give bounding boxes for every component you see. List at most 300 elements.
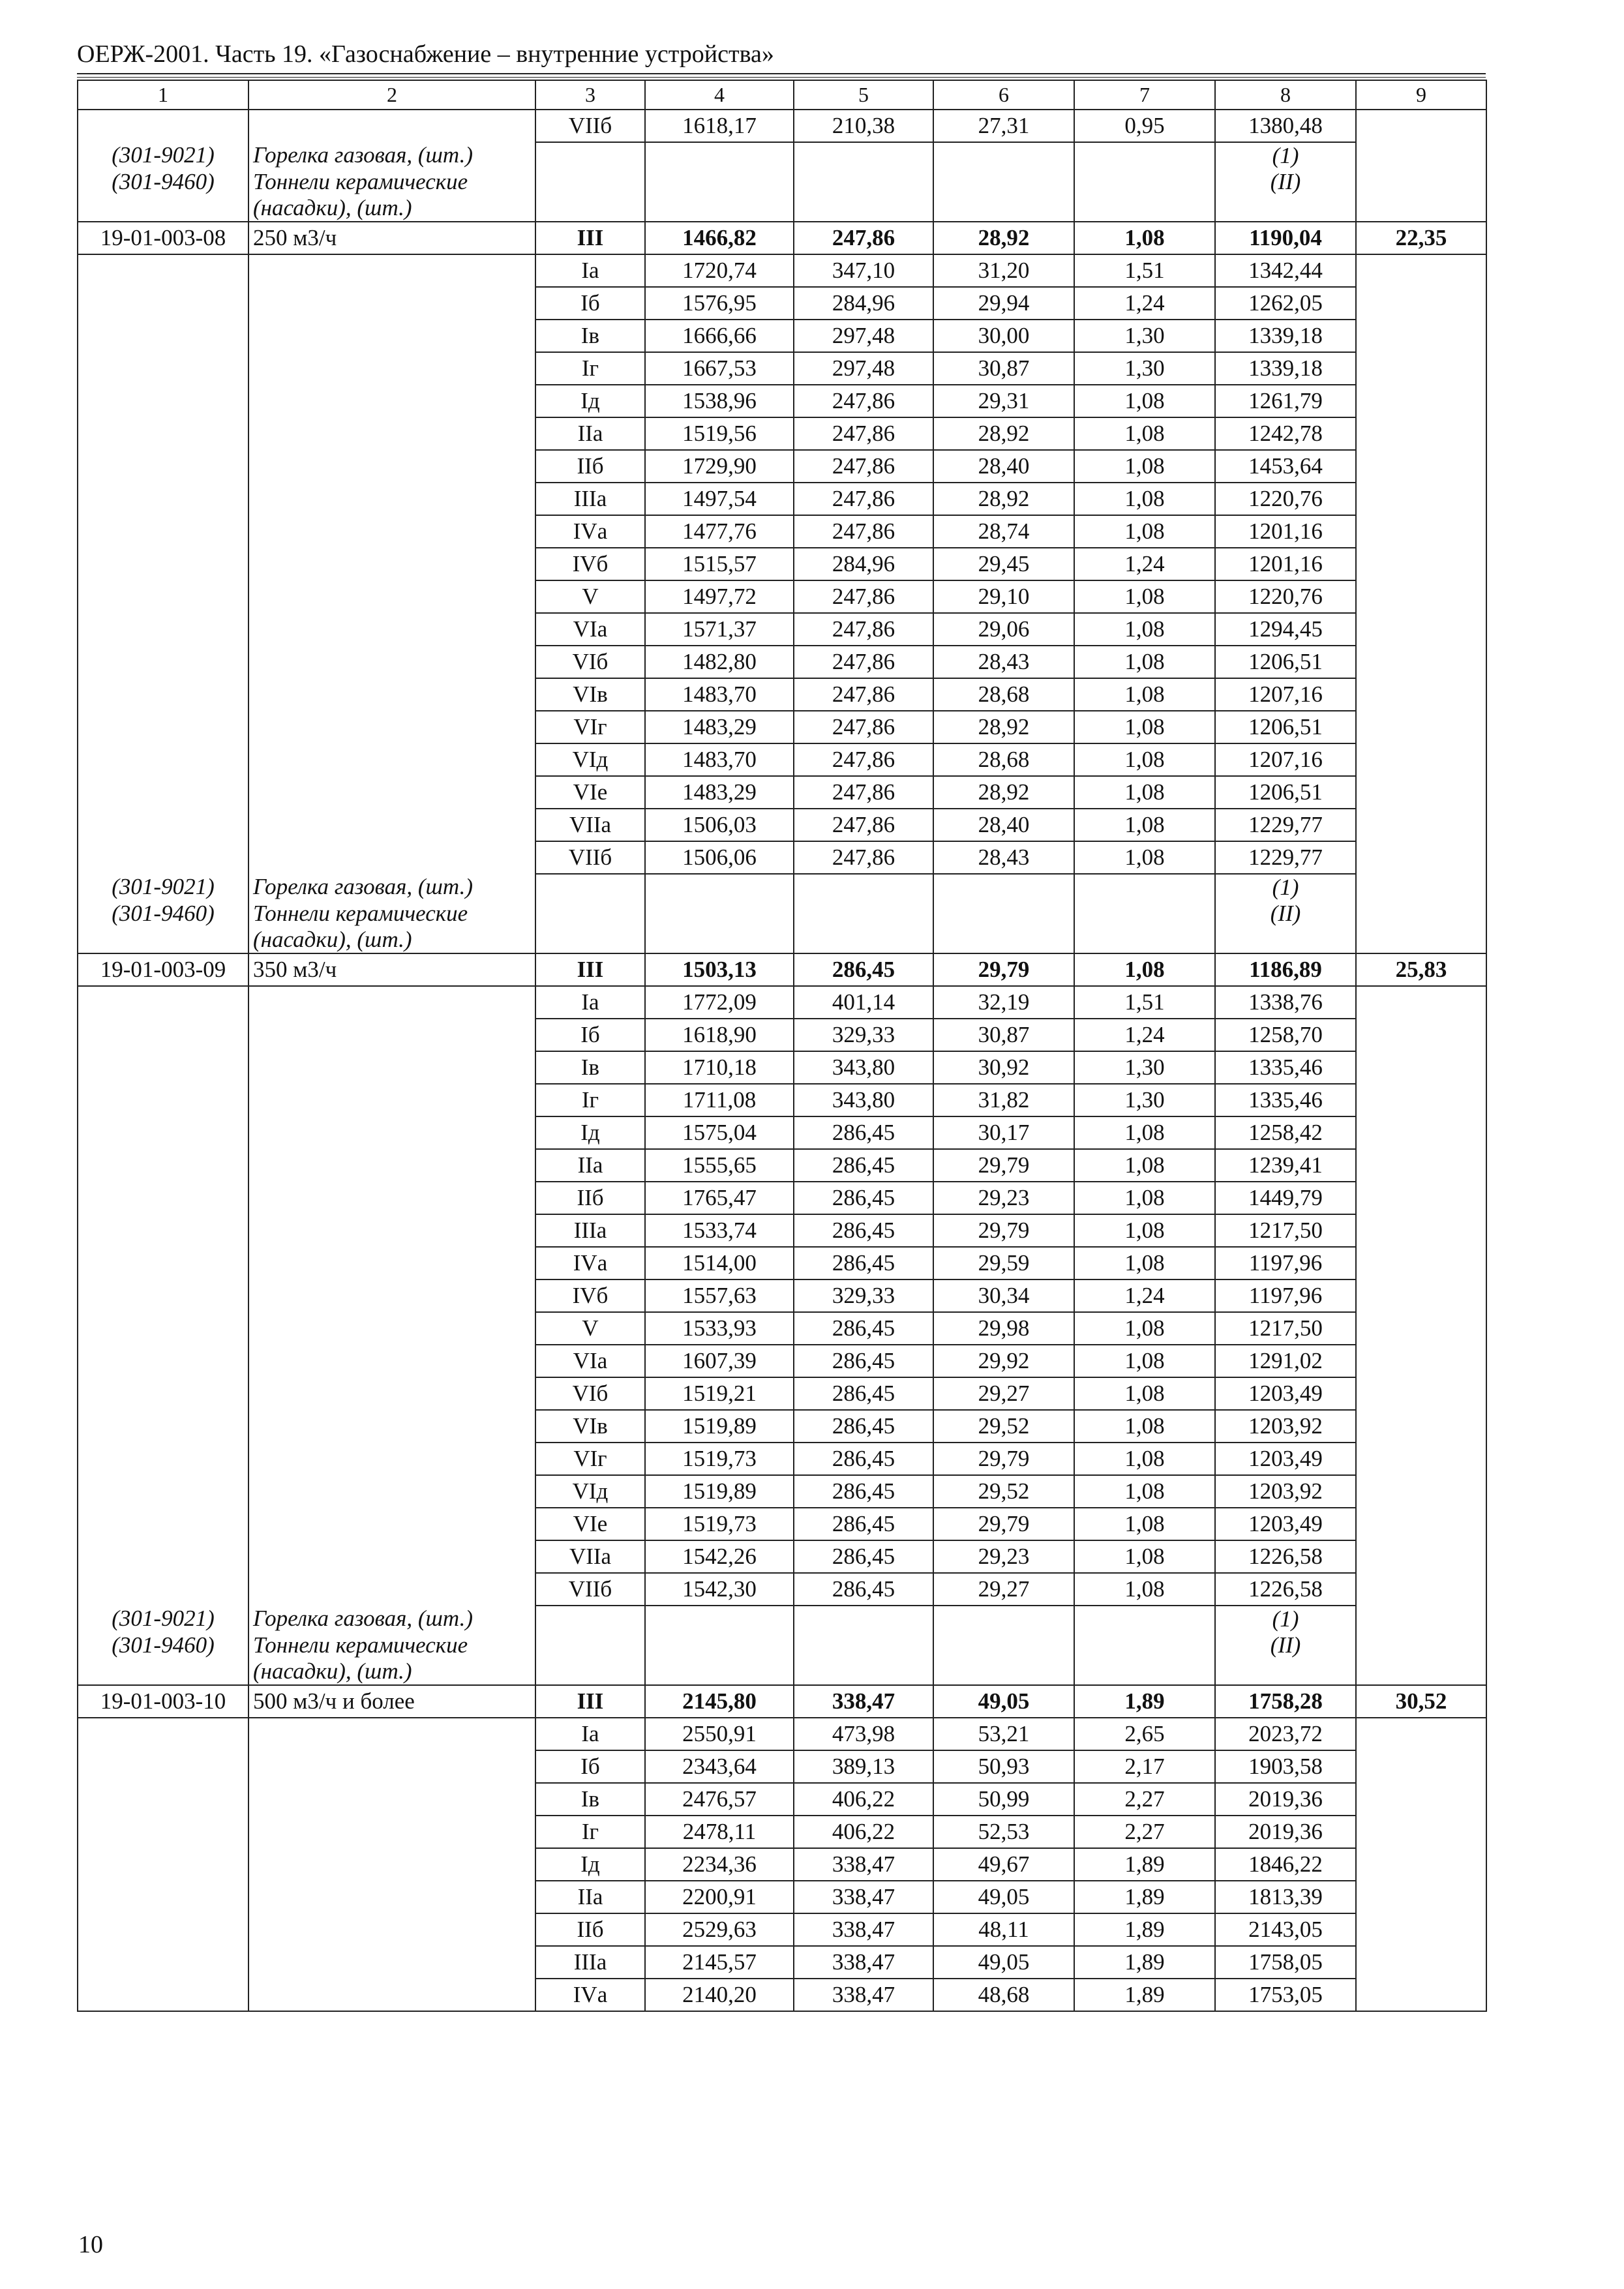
empty-cell (248, 548, 535, 580)
cell: 29,27 (933, 1377, 1074, 1410)
table-row (78, 1718, 1486, 1750)
empty-cell (248, 1051, 535, 1084)
cell: IIа (535, 1149, 645, 1182)
cell: 329,33 (794, 1019, 933, 1051)
table-row (78, 743, 1486, 776)
empty-cell (78, 1279, 248, 1312)
cell: 247,86 (794, 809, 933, 841)
cell: IVа (535, 515, 645, 548)
cell: 406,22 (794, 1816, 933, 1848)
empty-cell (1356, 1149, 1486, 1182)
cell: VIIа (535, 809, 645, 841)
resource-code: (301-9021) (78, 874, 248, 901)
empty-cell (248, 1573, 535, 1606)
empty-cell (248, 1750, 535, 1783)
empty-cell (78, 1979, 248, 2011)
cell: 297,48 (794, 320, 933, 352)
empty-cell (78, 1019, 248, 1051)
cell: VIг (535, 1443, 645, 1475)
empty-cell (1074, 169, 1215, 222)
cell: 1576,95 (645, 287, 794, 320)
resource-name-line: Горелка газовая, (шт.) (253, 1606, 474, 1631)
cell: 286,45 (794, 1475, 933, 1508)
cell: Iг (535, 1816, 645, 1848)
table-row (78, 287, 1486, 320)
cell: 247,86 (794, 450, 933, 483)
cell: 1,89 (1074, 1881, 1215, 1913)
table-row (78, 1247, 1486, 1279)
cell: 28,68 (933, 743, 1074, 776)
cell: 1335,46 (1215, 1084, 1356, 1116)
cell: 1519,56 (645, 417, 794, 450)
cell: VIв (535, 1410, 645, 1443)
resource-quantity: (1) (1215, 874, 1356, 901)
cell: 1335,46 (1215, 1051, 1356, 1084)
empty-cell (1356, 1750, 1486, 1783)
cell: 49,05 (933, 1946, 1074, 1979)
empty-cell (248, 1718, 535, 1750)
cell: IIб (535, 1913, 645, 1946)
empty-cell (78, 678, 248, 711)
empty-cell (78, 1084, 248, 1116)
table-row (78, 1816, 1486, 1848)
cell: 2,27 (1074, 1783, 1215, 1816)
cell: 286,45 (794, 1573, 933, 1606)
cell: 286,45 (794, 1540, 933, 1573)
resource-code: (301-9021) (78, 1606, 248, 1632)
empty-cell (78, 1443, 248, 1475)
cell: 1338,76 (1215, 986, 1356, 1019)
resource-quantity: (1) (1215, 1606, 1356, 1632)
table-row (78, 1312, 1486, 1345)
table-row (78, 1475, 1486, 1508)
cell: 29,59 (933, 1247, 1074, 1279)
empty-cell (248, 450, 535, 483)
cell: 1,08 (1074, 1377, 1215, 1410)
cell: 31,82 (933, 1084, 1074, 1116)
resource-row (78, 901, 1486, 953)
table-row (78, 1345, 1486, 1377)
empty-cell (1074, 901, 1215, 953)
empty-cell (1356, 678, 1486, 711)
cell: 1813,39 (1215, 1881, 1356, 1913)
resource-name-line: Тоннели керамические (253, 901, 468, 926)
rate-name: 500 м3/ч и более (248, 1685, 535, 1718)
page-number: 10 (78, 2231, 103, 2258)
resource-name-line2: (насадки), (шт.) (253, 195, 412, 220)
table-row (78, 1540, 1486, 1573)
cell: 1,08 (1074, 1116, 1215, 1149)
resource-code: (301-9460) (78, 901, 248, 953)
table-row (78, 483, 1486, 515)
empty-cell (78, 1410, 248, 1443)
empty-cell (248, 1540, 535, 1573)
empty-cell (1356, 1632, 1486, 1685)
empty-cell (1074, 874, 1215, 901)
header-divider (77, 73, 1486, 74)
empty-cell (78, 1377, 248, 1410)
cell: 1,24 (1074, 1279, 1215, 1312)
empty-cell (1356, 417, 1486, 450)
document-title: ОЕРЖ-2001. Часть 19. «Газоснабжение – внутренние устройства» (77, 40, 774, 68)
empty-cell (794, 169, 933, 222)
cell: 1575,04 (645, 1116, 794, 1149)
empty-cell (248, 841, 535, 874)
empty-cell (78, 841, 248, 874)
cell: Iа (535, 254, 645, 287)
cell: 1,89 (1074, 1848, 1215, 1881)
cell: 1197,96 (1215, 1279, 1356, 1312)
cell: IIIа (535, 483, 645, 515)
cell: 1226,58 (1215, 1540, 1356, 1573)
page-header (77, 39, 1486, 69)
table-row (78, 1051, 1486, 1084)
cell: IVа (535, 1979, 645, 2011)
labor-cost: 25,83 (1356, 953, 1486, 986)
resource-name-line: Тоннели керамические (253, 1632, 468, 1658)
cell: 338,47 (794, 1913, 933, 1946)
empty-cell (78, 1718, 248, 1750)
cell: VIIа (535, 1540, 645, 1573)
empty-cell (1074, 1632, 1215, 1685)
cell: 1729,90 (645, 450, 794, 483)
cell: 30,17 (933, 1116, 1074, 1149)
cell: 28,74 (933, 515, 1074, 548)
cell: 1,08 (1074, 1182, 1215, 1214)
table-row (78, 841, 1486, 874)
resource-code: (301-9021) (78, 142, 248, 169)
resource-name (248, 1606, 535, 1632)
empty-cell (1356, 450, 1486, 483)
column-header-7: 7 (1074, 80, 1215, 110)
cell: Iд (535, 385, 645, 417)
rate-name: 250 м3/ч (248, 222, 535, 254)
table-row (78, 1913, 1486, 1946)
cell: 48,11 (933, 1913, 1074, 1946)
empty-cell (78, 385, 248, 417)
empty-cell (248, 1149, 535, 1182)
cell: III (535, 222, 645, 254)
cell: 29,10 (933, 580, 1074, 613)
cell: 286,45 (794, 1345, 933, 1377)
cell: 1,08 (1074, 613, 1215, 646)
empty-cell (248, 986, 535, 1019)
empty-cell (248, 320, 535, 352)
empty-cell (78, 1508, 248, 1540)
cell: 1,51 (1074, 986, 1215, 1019)
table-row (78, 1149, 1486, 1182)
cell: 28,40 (933, 450, 1074, 483)
resource-code: (301-9460) (78, 1632, 248, 1685)
empty-cell (1356, 1881, 1486, 1913)
cell: 49,05 (933, 1881, 1074, 1913)
empty-cell (1356, 901, 1486, 953)
empty-cell (248, 110, 535, 142)
labor-cost: 22,35 (1356, 222, 1486, 254)
table-row (78, 776, 1486, 809)
cell: IIб (535, 1182, 645, 1214)
cell: 1,08 (1074, 1573, 1215, 1606)
cell: 1666,66 (645, 320, 794, 352)
cell: 286,45 (794, 1182, 933, 1214)
cell: 389,13 (794, 1750, 933, 1783)
cell: 1506,03 (645, 809, 794, 841)
empty-cell (1356, 1946, 1486, 1979)
cell: 1339,18 (1215, 320, 1356, 352)
cell: 286,45 (794, 1508, 933, 1540)
cell: 1758,05 (1215, 1946, 1356, 1979)
cell: 1,08 (1074, 483, 1215, 515)
empty-cell (1356, 1783, 1486, 1816)
cell: 1506,06 (645, 841, 794, 874)
resource-quantity: (II) (1215, 901, 1356, 953)
empty-cell (794, 874, 933, 901)
cell: 406,22 (794, 1783, 933, 1816)
cell: 1,08 (1074, 1247, 1215, 1279)
empty-cell (78, 1345, 248, 1377)
empty-cell (248, 515, 535, 548)
cell: 30,87 (933, 352, 1074, 385)
table-row (78, 1410, 1486, 1443)
cell: 247,86 (794, 385, 933, 417)
empty-cell (78, 515, 248, 548)
table-row (78, 613, 1486, 646)
resource-name (248, 1632, 535, 1685)
table-row (78, 1685, 1486, 1718)
empty-cell (78, 1182, 248, 1214)
cell: VIд (535, 1475, 645, 1508)
empty-cell (248, 1443, 535, 1475)
cell: IIIа (535, 1946, 645, 1979)
cell: 1667,53 (645, 352, 794, 385)
empty-cell (78, 613, 248, 646)
empty-cell (78, 1051, 248, 1084)
empty-cell (248, 646, 535, 678)
empty-cell (1356, 1848, 1486, 1881)
cell: 1229,77 (1215, 841, 1356, 874)
table-row (78, 385, 1486, 417)
cell: VIд (535, 743, 645, 776)
cell: 1380,48 (1215, 110, 1356, 142)
cell: VIа (535, 1345, 645, 1377)
table-row (78, 580, 1486, 613)
empty-cell (248, 417, 535, 450)
cell: 1,08 (1074, 580, 1215, 613)
cell: 1,24 (1074, 548, 1215, 580)
empty-cell (1356, 1214, 1486, 1247)
empty-cell (248, 613, 535, 646)
cell: VIIб (535, 110, 645, 142)
cell: 247,86 (794, 743, 933, 776)
cell: 29,94 (933, 287, 1074, 320)
cell: 1203,92 (1215, 1475, 1356, 1508)
cell: 1557,63 (645, 1279, 794, 1312)
cell: 1,08 (1074, 385, 1215, 417)
empty-cell (1356, 320, 1486, 352)
cell: 28,43 (933, 646, 1074, 678)
column-header-8: 8 (1215, 80, 1356, 110)
empty-cell (78, 580, 248, 613)
cell: 1753,05 (1215, 1979, 1356, 2011)
empty-cell (1356, 1913, 1486, 1946)
empty-cell (535, 1632, 645, 1685)
cell: 1555,65 (645, 1149, 794, 1182)
cell: 28,92 (933, 483, 1074, 515)
cell: 1519,89 (645, 1475, 794, 1508)
cell: 1,30 (1074, 320, 1215, 352)
cell: 2140,20 (645, 1979, 794, 2011)
cell: 2019,36 (1215, 1783, 1356, 1816)
cell: Iа (535, 986, 645, 1019)
empty-cell (1356, 352, 1486, 385)
cell: 1533,74 (645, 1214, 794, 1247)
cell: 1466,82 (645, 222, 794, 254)
cell: 1294,45 (1215, 613, 1356, 646)
cell: 1483,70 (645, 743, 794, 776)
cell: 29,92 (933, 1345, 1074, 1377)
cell: 1206,51 (1215, 646, 1356, 678)
empty-cell (78, 646, 248, 678)
cell: 1,30 (1074, 1051, 1215, 1084)
table-row (78, 1443, 1486, 1475)
cell: 1,08 (1074, 776, 1215, 809)
cell: 473,98 (794, 1718, 933, 1750)
table-row (78, 1182, 1486, 1214)
empty-cell (78, 743, 248, 776)
cell: IIIа (535, 1214, 645, 1247)
resource-quantity: (1) (1215, 142, 1356, 169)
cell: 29,79 (933, 953, 1074, 986)
cell: Iб (535, 1750, 645, 1783)
cell: 31,20 (933, 254, 1074, 287)
table-row (78, 953, 1486, 986)
cell: 2145,57 (645, 1946, 794, 1979)
cell: V (535, 580, 645, 613)
resource-code: (301-9460) (78, 169, 248, 222)
cell: 1710,18 (645, 1051, 794, 1084)
cell: 286,45 (794, 1312, 933, 1345)
empty-cell (1356, 874, 1486, 901)
empty-cell (78, 1750, 248, 1783)
cell: 1571,37 (645, 613, 794, 646)
column-header-6: 6 (933, 80, 1074, 110)
cell: 28,68 (933, 678, 1074, 711)
empty-cell (248, 809, 535, 841)
empty-cell (1356, 110, 1486, 142)
cell: 1903,58 (1215, 1750, 1356, 1783)
cell: 1220,76 (1215, 580, 1356, 613)
cell: 1,08 (1074, 515, 1215, 548)
cell: 247,86 (794, 613, 933, 646)
empty-cell (78, 711, 248, 743)
empty-cell (248, 1019, 535, 1051)
cell: Iа (535, 1718, 645, 1750)
cell: IVб (535, 548, 645, 580)
cell: 286,45 (794, 1149, 933, 1182)
cell: 48,68 (933, 1979, 1074, 2011)
resource-row (78, 1606, 1486, 1632)
cell: 32,19 (933, 986, 1074, 1019)
table-row (78, 352, 1486, 385)
cell: 1,08 (1074, 1410, 1215, 1443)
cell: 0,95 (1074, 110, 1215, 142)
empty-cell (78, 1783, 248, 1816)
empty-cell (248, 287, 535, 320)
empty-cell (78, 254, 248, 287)
empty-cell (248, 678, 535, 711)
cell: Iб (535, 1019, 645, 1051)
column-header-4: 4 (645, 80, 794, 110)
empty-cell (645, 901, 794, 953)
cell: VIа (535, 613, 645, 646)
cell: 286,45 (794, 1116, 933, 1149)
cell: 1,08 (1074, 743, 1215, 776)
cell: 1,08 (1074, 711, 1215, 743)
empty-cell (535, 142, 645, 169)
table-row (78, 678, 1486, 711)
cell: 1,08 (1074, 646, 1215, 678)
cell: 2,17 (1074, 1750, 1215, 1783)
empty-cell (248, 580, 535, 613)
empty-cell (1356, 646, 1486, 678)
cell: 1519,73 (645, 1443, 794, 1475)
empty-cell (248, 1783, 535, 1816)
cell: 1607,39 (645, 1345, 794, 1377)
empty-cell (248, 254, 535, 287)
cell: 1201,16 (1215, 548, 1356, 580)
table-row (78, 1214, 1486, 1247)
cell: Iв (535, 1783, 645, 1816)
empty-cell (248, 1816, 535, 1848)
cell: Iд (535, 1116, 645, 1149)
table-row (78, 1279, 1486, 1312)
cell: 1,30 (1074, 352, 1215, 385)
empty-cell (78, 1540, 248, 1573)
cell: 28,92 (933, 711, 1074, 743)
cell: VIе (535, 776, 645, 809)
cell: 338,47 (794, 1881, 933, 1913)
table-row (78, 1084, 1486, 1116)
empty-cell (1356, 483, 1486, 515)
empty-cell (78, 1247, 248, 1279)
cell: 247,86 (794, 776, 933, 809)
empty-cell (535, 1606, 645, 1632)
cell: 1291,02 (1215, 1345, 1356, 1377)
cell: VIб (535, 1377, 645, 1410)
cell: 247,86 (794, 841, 933, 874)
empty-cell (1356, 1979, 1486, 2011)
cell: 28,92 (933, 222, 1074, 254)
cell: 1477,76 (645, 515, 794, 548)
resource-row (78, 142, 1486, 169)
rate-code: 19-01-003-08 (78, 222, 248, 254)
cell: VIг (535, 711, 645, 743)
cell: 1,08 (1074, 417, 1215, 450)
cell: 29,23 (933, 1540, 1074, 1573)
cell: 1207,16 (1215, 743, 1356, 776)
cell: 343,80 (794, 1051, 933, 1084)
cell: 1,08 (1074, 1540, 1215, 1573)
cell: 1207,16 (1215, 678, 1356, 711)
labor-cost: 30,52 (1356, 1685, 1486, 1718)
cell: 1226,58 (1215, 1573, 1356, 1606)
cell: 247,86 (794, 483, 933, 515)
resource-quantity: (II) (1215, 1632, 1356, 1685)
cell: 1,08 (1074, 1475, 1215, 1508)
cell: 1203,49 (1215, 1508, 1356, 1540)
cell: III (535, 1685, 645, 1718)
cell: 29,79 (933, 1508, 1074, 1540)
